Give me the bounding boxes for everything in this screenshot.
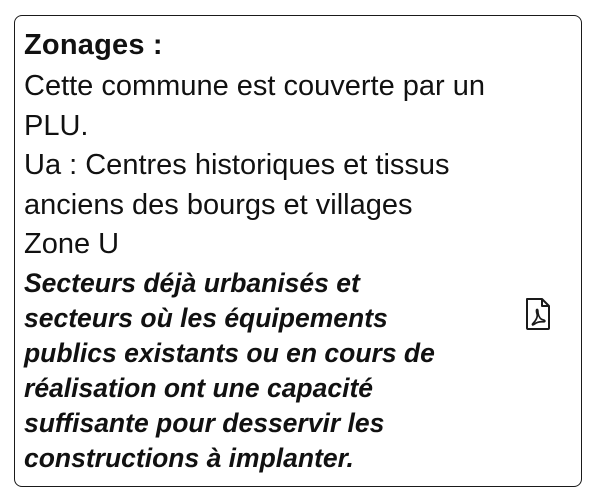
zone-description-line: suffisante pour desservir les — [24, 408, 385, 438]
zone-description-line: secteurs où les équipements — [24, 303, 388, 333]
zonages-heading: Zonages : — [24, 29, 163, 61]
commune-coverage-line-2: PLU. — [24, 109, 89, 142]
zone-description-line: réalisation ont une capacité — [24, 373, 374, 403]
zone-description — [24, 266, 504, 476]
zone-description-line: constructions à implanter. — [24, 443, 354, 473]
commune-coverage-line-1: Cette commune est couverte par un — [24, 70, 486, 102]
zonage-info-card — [14, 15, 582, 487]
zone-ua-line-2: anciens des bourgs et villages — [24, 188, 413, 221]
zonage-details — [24, 67, 564, 265]
zone-description-line: Secteurs déjà urbanisés et — [24, 268, 360, 298]
zone-type-label: Zone U — [24, 228, 120, 260]
zone-ua-line-1: Ua : Centres historiques et tissus — [24, 149, 450, 181]
zone-description-line: publics existants ou en cours de — [24, 338, 435, 368]
pdf-file-icon[interactable] — [524, 297, 552, 331]
